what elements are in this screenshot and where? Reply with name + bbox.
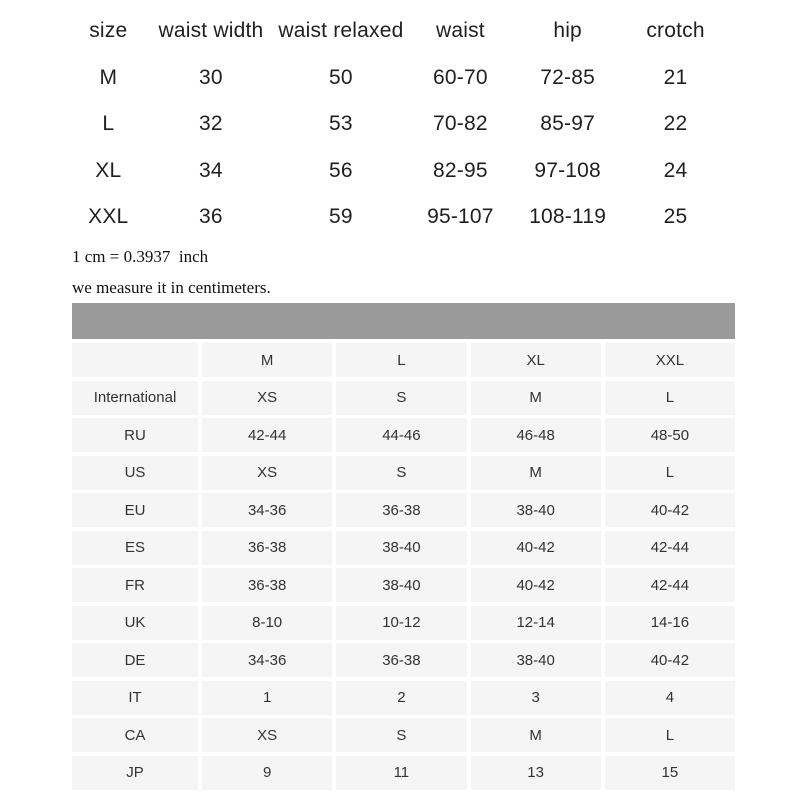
conv-size-value: 38-40 — [471, 643, 601, 677]
conv-size-value: 42-44 — [605, 568, 735, 602]
measurement-unit-note: we measure it in centimeters. — [72, 278, 271, 297]
conv-size-value: 36-38 — [336, 493, 466, 527]
conv-size-value: L — [605, 718, 735, 752]
conv-size-value: 36-38 — [202, 568, 332, 602]
conv-region-label: International — [72, 381, 198, 415]
conv-size-value: 10-12 — [336, 606, 466, 640]
conv-size-value: 1 — [202, 681, 332, 715]
measure-value-cell: 72-85 — [540, 65, 595, 89]
conv-size-value: 8-10 — [202, 606, 332, 640]
conv-size-value: M — [471, 381, 601, 415]
conv-size-value: S — [336, 456, 466, 490]
conv-column-header: M — [202, 343, 332, 377]
conv-size-value: S — [336, 381, 466, 415]
measure-value-cell: 34 — [199, 158, 223, 182]
conv-size-value: 15 — [605, 756, 735, 790]
conv-size-value: 38-40 — [336, 531, 466, 565]
measure-column-header: hip — [553, 19, 582, 43]
measure-value-cell: 36 — [199, 205, 223, 229]
measure-column-header: waist width — [158, 19, 264, 43]
conv-size-value: M — [471, 718, 601, 752]
conv-size-value: 40-42 — [471, 568, 601, 602]
measure-value-cell: 25 — [663, 205, 688, 229]
notes — [72, 245, 271, 307]
conv-region-label: IT — [72, 681, 198, 715]
conv-size-value: 48-50 — [605, 418, 735, 452]
measure-column-header: size — [89, 19, 128, 43]
conv-region-label: US — [72, 456, 198, 490]
conv-size-value: 14-16 — [605, 606, 735, 640]
conv-region-label: JP — [72, 756, 198, 790]
conv-corner-cell — [72, 343, 198, 377]
conv-column-header: XL — [471, 343, 601, 377]
conv-size-value: M — [471, 456, 601, 490]
measure-value-cell: 82-95 — [433, 158, 488, 182]
conv-size-value: 9 — [202, 756, 332, 790]
conv-region-label: RU — [72, 418, 198, 452]
conv-size-value: 34-36 — [202, 493, 332, 527]
measure-value-cell: 22 — [663, 112, 688, 136]
conv-size-value: 40-42 — [471, 531, 601, 565]
conv-size-value: 36-38 — [336, 643, 466, 677]
measure-column-header: waist relaxed — [278, 19, 404, 43]
conv-size-value: 3 — [471, 681, 601, 715]
measure-value-cell: 56 — [329, 158, 353, 182]
conv-size-value: 38-40 — [471, 493, 601, 527]
measure-value-cell: 21 — [663, 65, 688, 89]
measure-value-cell: 53 — [329, 112, 353, 136]
conv-size-value: 11 — [336, 756, 466, 790]
conv-region-label: DE — [72, 643, 198, 677]
conv-size-value: XS — [202, 381, 332, 415]
conv-size-value: XS — [202, 718, 332, 752]
measurement-table — [72, 8, 732, 241]
conv-size-value: 42-44 — [605, 531, 735, 565]
measure-value-cell: 70-82 — [433, 112, 488, 136]
measure-value-cell: 50 — [329, 65, 353, 89]
conv-size-value: 42-44 — [202, 418, 332, 452]
measure-value-cell: 60-70 — [433, 65, 488, 89]
measure-value-cell: 97-108 — [534, 158, 601, 182]
conv-size-value: 36-38 — [202, 531, 332, 565]
conv-size-value: XS — [202, 456, 332, 490]
measure-value-cell: 59 — [329, 205, 353, 229]
conv-size-value: S — [336, 718, 466, 752]
measure-value-cell: 95-107 — [427, 205, 494, 229]
measure-column-header: waist — [435, 19, 485, 43]
conv-size-value: 4 — [605, 681, 735, 715]
conv-size-value: 13 — [471, 756, 601, 790]
conv-size-value: 40-42 — [605, 493, 735, 527]
conv-size-value: L — [605, 456, 735, 490]
measure-size-label: M — [99, 65, 118, 89]
conv-size-value: 44-46 — [336, 418, 466, 452]
conv-size-value: 46-48 — [471, 418, 601, 452]
conv-size-value: 38-40 — [336, 568, 466, 602]
conv-region-label: CA — [72, 718, 198, 752]
conv-column-header: XXL — [605, 343, 735, 377]
conv-size-value: 2 — [336, 681, 466, 715]
gray-header-bar — [72, 303, 735, 339]
measure-value-cell: 32 — [199, 112, 223, 136]
conv-region-label: UK — [72, 606, 198, 640]
measure-size-label: L — [102, 112, 115, 136]
size-conversion-table — [72, 343, 735, 790]
measure-size-label: XXL — [88, 205, 129, 229]
conv-size-value: 40-42 — [605, 643, 735, 677]
conv-column-header: L — [336, 343, 466, 377]
conv-size-value: 12-14 — [471, 606, 601, 640]
conv-region-label: EU — [72, 493, 198, 527]
measure-size-label: XL — [95, 158, 122, 182]
measure-value-cell: 108-119 — [529, 205, 607, 229]
cm-inch-conversion-note: 1 cm = 0.3937 inch — [72, 247, 209, 266]
conv-region-label: ES — [72, 531, 198, 565]
conv-size-value: L — [605, 381, 735, 415]
conv-size-value: 34-36 — [202, 643, 332, 677]
measure-value-cell: 24 — [663, 158, 688, 182]
measure-value-cell: 30 — [199, 65, 223, 89]
measure-value-cell: 85-97 — [540, 112, 595, 136]
conv-region-label: FR — [72, 568, 198, 602]
measure-column-header: crotch — [646, 19, 705, 43]
